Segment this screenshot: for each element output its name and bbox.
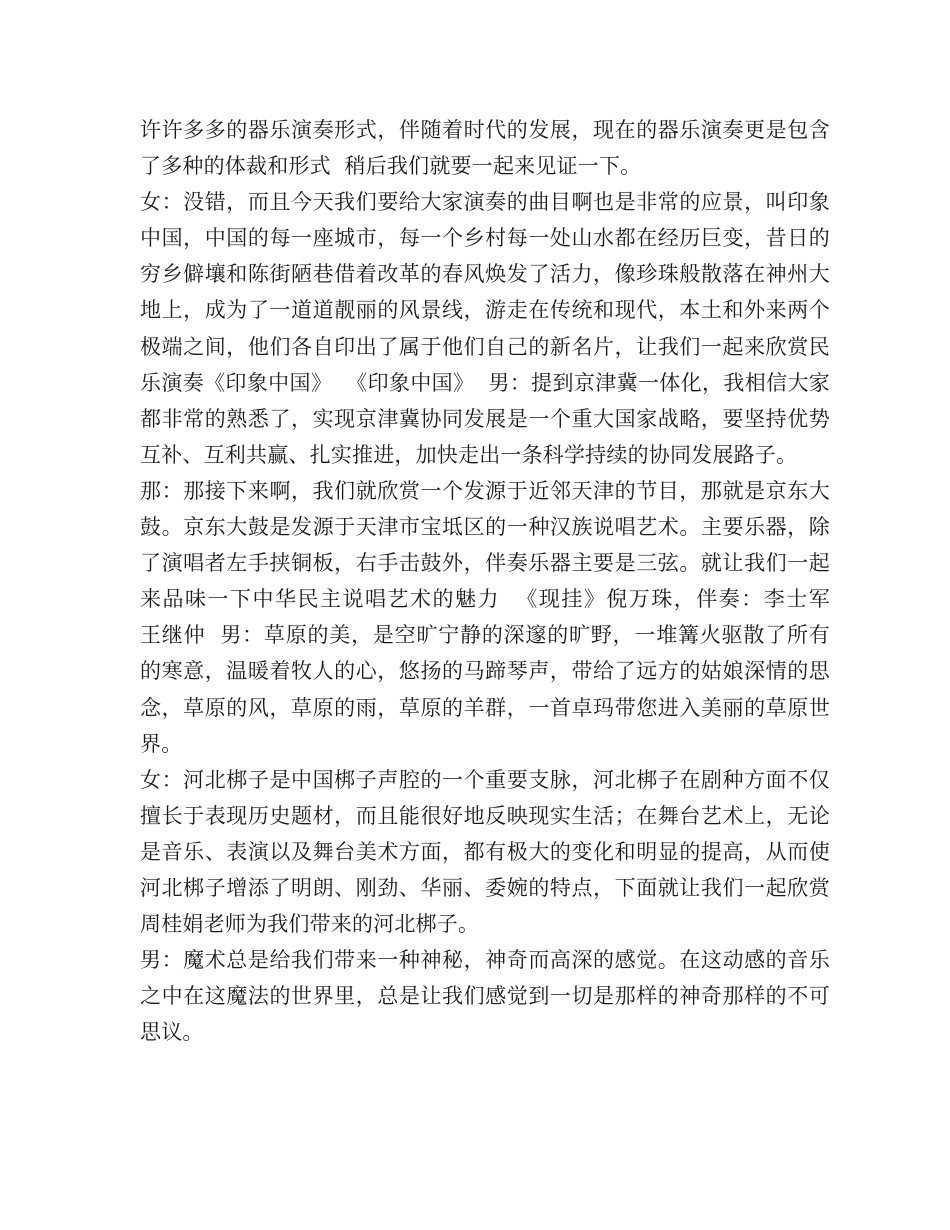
paragraph-intro: 许许多多的器乐演奏形式，伴随着时代的发展，现在的器乐演奏更是包含了多种的体裁和形式 稍后我们就要一起来见证一下。 bbox=[140, 118, 830, 179]
paragraph-female-host-3: 女：河北梆子是中国梆子声腔的一个重要支脉，河北梆子在剧种方面不仅擅长于表现历史题材，而且能很好地反映现实生活；在舞台艺术上，无论是音乐、表演以及舞台美术方面，都有极大的变化和明显的提高，从而使河北梆子增添了明朗、刚劲、华丽、委婉的特点，下面就让我们一起欣赏周桂娟老师为我们带来的河北梆子。 bbox=[140, 767, 830, 937]
paragraph-female-host-1: 女：没错，而且今天我们要给大家演奏的曲目啊也是非常的应景，叫印象中国，中国的每一座城市，每一个乡村每一处山水都在经历巨变，昔日的穷乡僻壤和陈街陋巷借着改革的春风焕发了活力，像珍珠般散落在神州大地上，成为了一道道靓丽的风景线，游走在传统和现代，本土和外来两个极端之间，他们各自印出了属于他们自己的新名片，让我们一起来欣赏民乐演奏《印象中国》 《印象中国》 男：提到京津冀一体化，我相信大家都非常的熟悉了，实现京津冀协同发展是一个重大国家战略，要坚持优势互补、互利共赢、扎实推进，加快走出一条科学持续的协同发展路子。 bbox=[140, 190, 830, 467]
paragraph-male-host-4: 男：魔术总是给我们带来一种神秘，神奇而高深的感觉。在这动感的音乐之中在这魔法的世界里，总是让我们感觉到一切是那样的神奇那样的不可思议。 bbox=[140, 948, 830, 1045]
document-body bbox=[140, 112, 858, 1050]
paragraph-host-2: 那：那接下来啊，我们就欣赏一个发源于近邻天津的节目，那就是京东大鼓。京东大鼓是发源于天津市宝坻区的一种汉族说唱艺术。主要乐器，除了演唱者左手挟铜板，右手击鼓外，伴奏乐器主要是三弦。就让我们一起来品味一下中华民主说唱艺术的魅力 《现挂》倪万珠，伴奏：李士军 王继仲 男：草原的美，是空旷宁静的深邃的旷野，一堆篝火驱散了所有的寒意，温暖着牧人的心，悠扬的马蹄琴声，带给了远方的姑娘深情的思念，草原的风，草原的雨，草原的羊群，一首卓玛带您进入美丽的草原世界。 bbox=[140, 478, 858, 756]
